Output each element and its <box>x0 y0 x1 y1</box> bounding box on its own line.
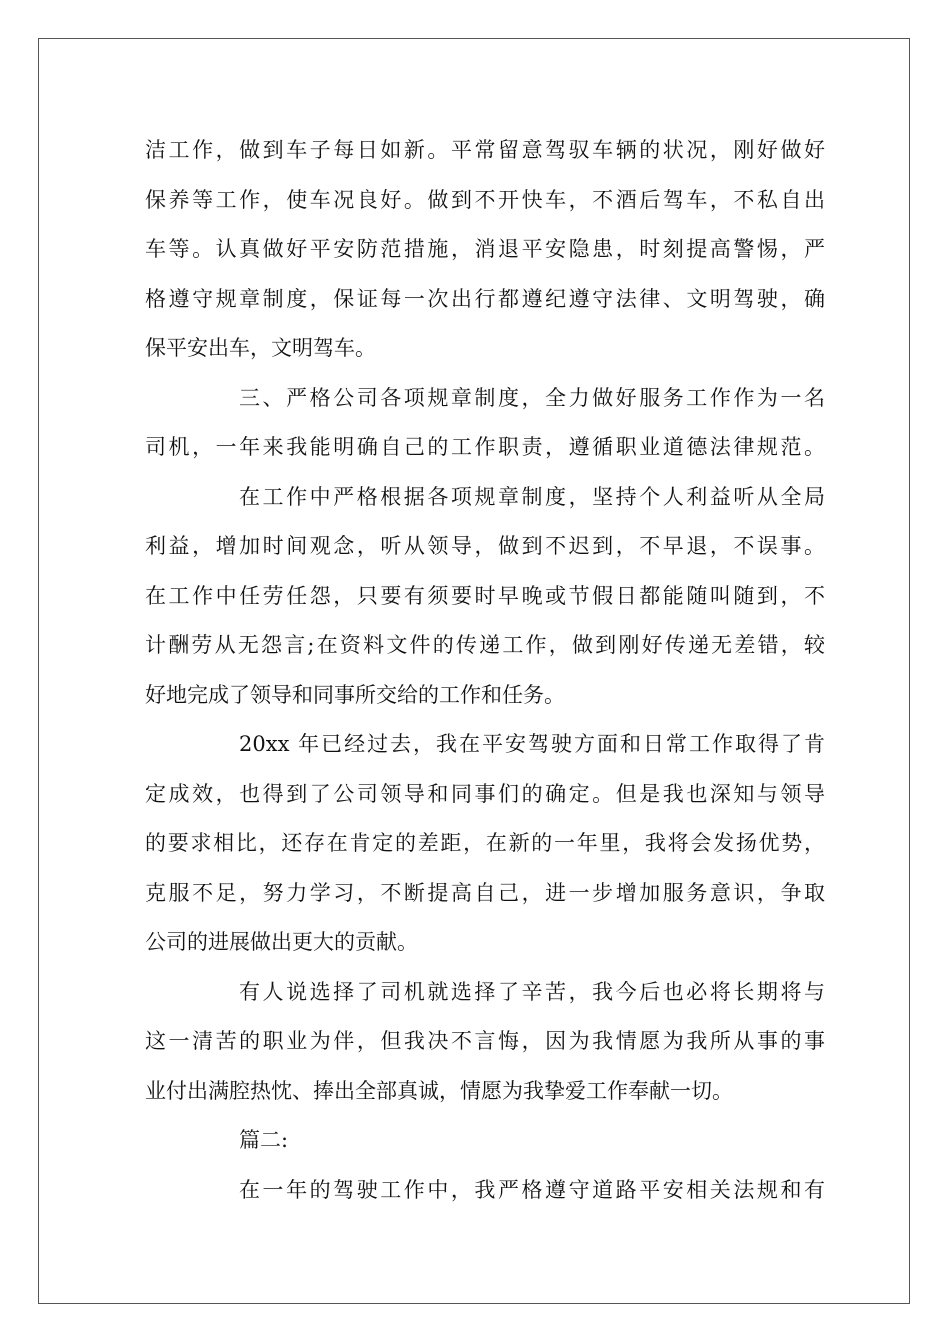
text-line: 公司的进展做出更大的贡献。 <box>145 930 418 954</box>
text-line: 保平安出车，文明驾车。 <box>145 336 376 360</box>
text-line: 保养等工作，使车况良好。做到不开快车，不酒后驾车，不私自出 <box>145 187 825 212</box>
text-line: 司机，一年来我能明确自己的工作职责，遵循职业道德法律规范。 <box>145 435 825 459</box>
text-line: 的要求相比，还存在肯定的差距，在新的一年里，我将会发扬优势， <box>145 831 825 855</box>
paragraph-start-line: 在工作中严格根据各项规章制度，坚持个人利益听从全局 <box>239 484 825 509</box>
text-line: 这一清苦的职业为伴，但我决不言悔，因为我情愿为我所从事的事 <box>145 1029 825 1053</box>
text-line: 洁工作，做到车子每日如新。平常留意驾驭车辆的状况，刚好做好 <box>145 138 825 162</box>
text-line: 利益，增加时间观念，听从领导，做到不迟到，不早退，不误事。 <box>145 534 825 558</box>
text-line: 好地完成了领导和同事所交给的工作和任务。 <box>145 682 565 707</box>
section-heading: 篇二: <box>239 1128 289 1152</box>
paragraph-start-line: 三、严格公司各项规章制度，全力做好服务工作作为一名 <box>239 385 825 410</box>
document-body <box>145 126 825 1215</box>
paragraph-start-line: 20xx 年已经过去，我在平安驾驶方面和日常工作取得了肯 <box>239 732 825 756</box>
text-line: 格遵守规章制度，保证每一次出行都遵纪遵守法律、文明驾驶，确 <box>145 286 825 311</box>
text-line: 在工作中任劳任怨，只要有须要时早晚或节假日都能随叫随到，不 <box>145 583 825 608</box>
paragraph-start-line: 在一年的驾驶工作中，我严格遵守道路平安相关法规和有 <box>239 1177 825 1202</box>
text-line: 车等。认真做好平安防范措施，消退平安隐患，时刻提高警惕，严 <box>145 237 825 261</box>
text-line: 计酬劳从无怨言;在资料文件的传递工作，做到刚好传递无差错，较 <box>145 633 825 657</box>
text-line: 定成效，也得到了公司领导和同事们的确定。但是我也深知与领导 <box>145 781 825 806</box>
paragraph-start-line: 有人说选择了司机就选择了辛苦，我今后也必将长期将与 <box>239 979 825 1004</box>
text-line: 克服不足，努力学习，不断提高自己，进一步增加服务意识，争取 <box>145 880 825 905</box>
text-line: 业付出满腔热忱、捧出全部真诚，情愿为我挚爱工作奉献一切。 <box>145 1078 733 1103</box>
